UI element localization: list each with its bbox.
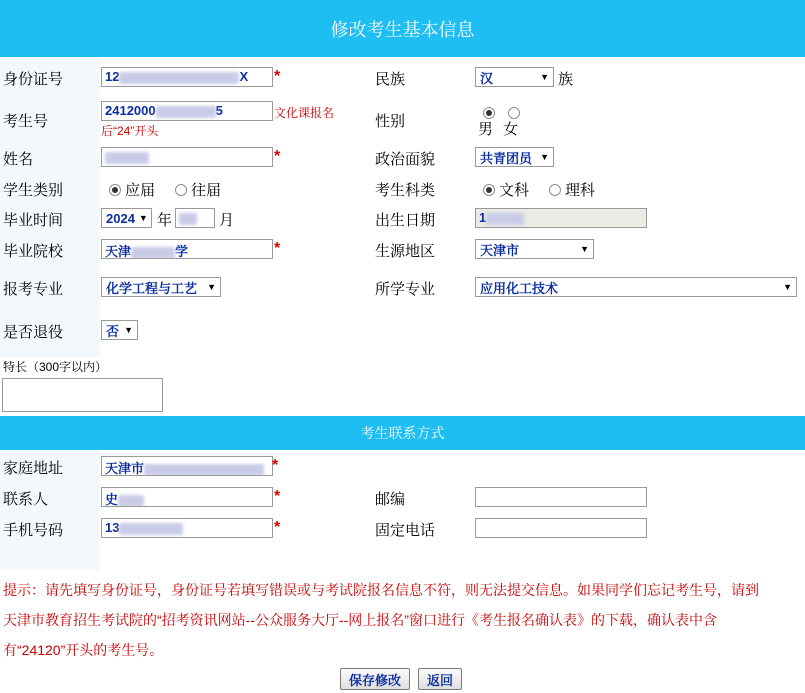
home-address-label: 家庭地址	[3, 460, 64, 477]
ethnicity-suffix: 族	[558, 71, 574, 88]
back-button[interactable]: 返回	[418, 668, 462, 690]
grad-year-select[interactable]: 2024 ▼	[101, 208, 152, 228]
grad-month-input[interactable]	[175, 208, 215, 228]
required-mark: *	[274, 240, 281, 257]
required-mark: *	[274, 68, 281, 85]
exam-subject-radio-arts[interactable]: 文科	[483, 179, 539, 200]
postcode-label: 邮编	[375, 491, 406, 508]
required-mark: *	[274, 488, 281, 505]
chevron-down-icon: ▼	[783, 282, 792, 292]
chevron-down-icon: ▼	[124, 325, 133, 335]
chevron-down-icon: ▼	[580, 244, 589, 254]
exam-number-hint: 文化课报名	[274, 106, 335, 120]
notice-line-2: 天津市教育招生考试院的“招考资讯网站--公众服务大厅--网上报名”窗口进行《考生报名确认表》的下载，确认表中含	[3, 612, 717, 628]
mobile-label: 手机号码	[3, 522, 64, 539]
specialty-label: 特长（300字以内）	[3, 360, 108, 374]
studied-major-label: 所学专业	[375, 281, 436, 298]
home-address-input[interactable]: 天津市	[101, 456, 273, 476]
apply-major-label: 报考专业	[3, 281, 64, 298]
gender-option-male: 男	[478, 121, 494, 138]
birth-date-label: 出生日期	[375, 212, 436, 229]
origin-region-select[interactable]: 天津市 ▼	[475, 239, 594, 259]
student-type-label: 学生类别	[3, 182, 64, 199]
chevron-down-icon: ▼	[540, 72, 549, 82]
save-button[interactable]: 保存修改	[340, 668, 410, 690]
notice-line-1: 提示：请先填写身份证号，身份证号若填写错误或与考试院报名信息不符，则无法提交信息。如果同学们忘记考生号，请到	[3, 582, 759, 598]
required-mark: *	[274, 519, 281, 536]
veteran-select[interactable]: 否 ▼	[101, 320, 138, 340]
required-mark: *	[274, 148, 281, 165]
exam-number-input[interactable]: 2412000 5	[101, 101, 273, 121]
postcode-input[interactable]	[475, 487, 647, 507]
student-type-radio-current[interactable]: 应届	[109, 179, 165, 200]
grad-school-label: 毕业院校	[3, 243, 64, 260]
contact-person-input[interactable]: 史	[101, 487, 273, 507]
gender-option-female: 女	[503, 121, 519, 138]
grad-month-unit: 月	[219, 212, 235, 229]
exam-number-label: 考生号	[3, 113, 49, 130]
required-mark: *	[272, 457, 279, 474]
page-title: 修改考生基本信息	[0, 0, 805, 57]
veteran-label: 是否退役	[3, 324, 64, 341]
label-column-bg	[0, 57, 100, 357]
exam-number-hint-2: 后“24”开头	[101, 124, 159, 138]
contact-person-label: 联系人	[3, 491, 49, 508]
apply-major-select[interactable]: 化学工程与工艺 ▼	[101, 277, 221, 297]
landline-input[interactable]	[475, 518, 647, 538]
gender-label: 性别	[375, 113, 406, 130]
landline-label: 固定电话	[375, 522, 436, 539]
specialty-textarea[interactable]	[2, 378, 163, 412]
notice-line-3: 有“24120”开头的考生号。	[3, 642, 164, 658]
ethnicity-label: 民族	[375, 71, 406, 88]
name-label: 姓名	[3, 151, 34, 168]
grad-year-unit: 年	[157, 212, 173, 229]
exam-subject-label: 考生科类	[375, 182, 436, 199]
political-status-select[interactable]: 共青团员 ▼	[475, 147, 554, 167]
birth-date-input: 1	[475, 208, 647, 228]
contact-section-title: 考生联系方式	[0, 416, 805, 450]
grad-time-label: 毕业时间	[3, 212, 64, 229]
ethnicity-select[interactable]: 汉 ▼	[475, 67, 554, 87]
id-number-label: 身份证号	[3, 71, 64, 88]
chevron-down-icon: ▼	[138, 213, 148, 223]
student-type-radio-previous[interactable]: 往届	[175, 179, 231, 200]
political-status-label: 政治面貌	[375, 151, 436, 168]
notice-text	[3, 575, 803, 665]
grad-school-input[interactable]: 天津 学	[101, 239, 273, 259]
exam-subject-radio-science[interactable]: 理科	[549, 179, 605, 200]
id-number-input[interactable]: 12 X	[101, 67, 273, 87]
mobile-input[interactable]: 13	[101, 518, 273, 538]
name-input[interactable]	[101, 147, 273, 167]
chevron-down-icon: ▼	[207, 282, 216, 292]
origin-region-label: 生源地区	[375, 243, 436, 260]
chevron-down-icon: ▼	[540, 152, 549, 162]
studied-major-select[interactable]: 应用化工技术 ▼	[475, 277, 797, 297]
